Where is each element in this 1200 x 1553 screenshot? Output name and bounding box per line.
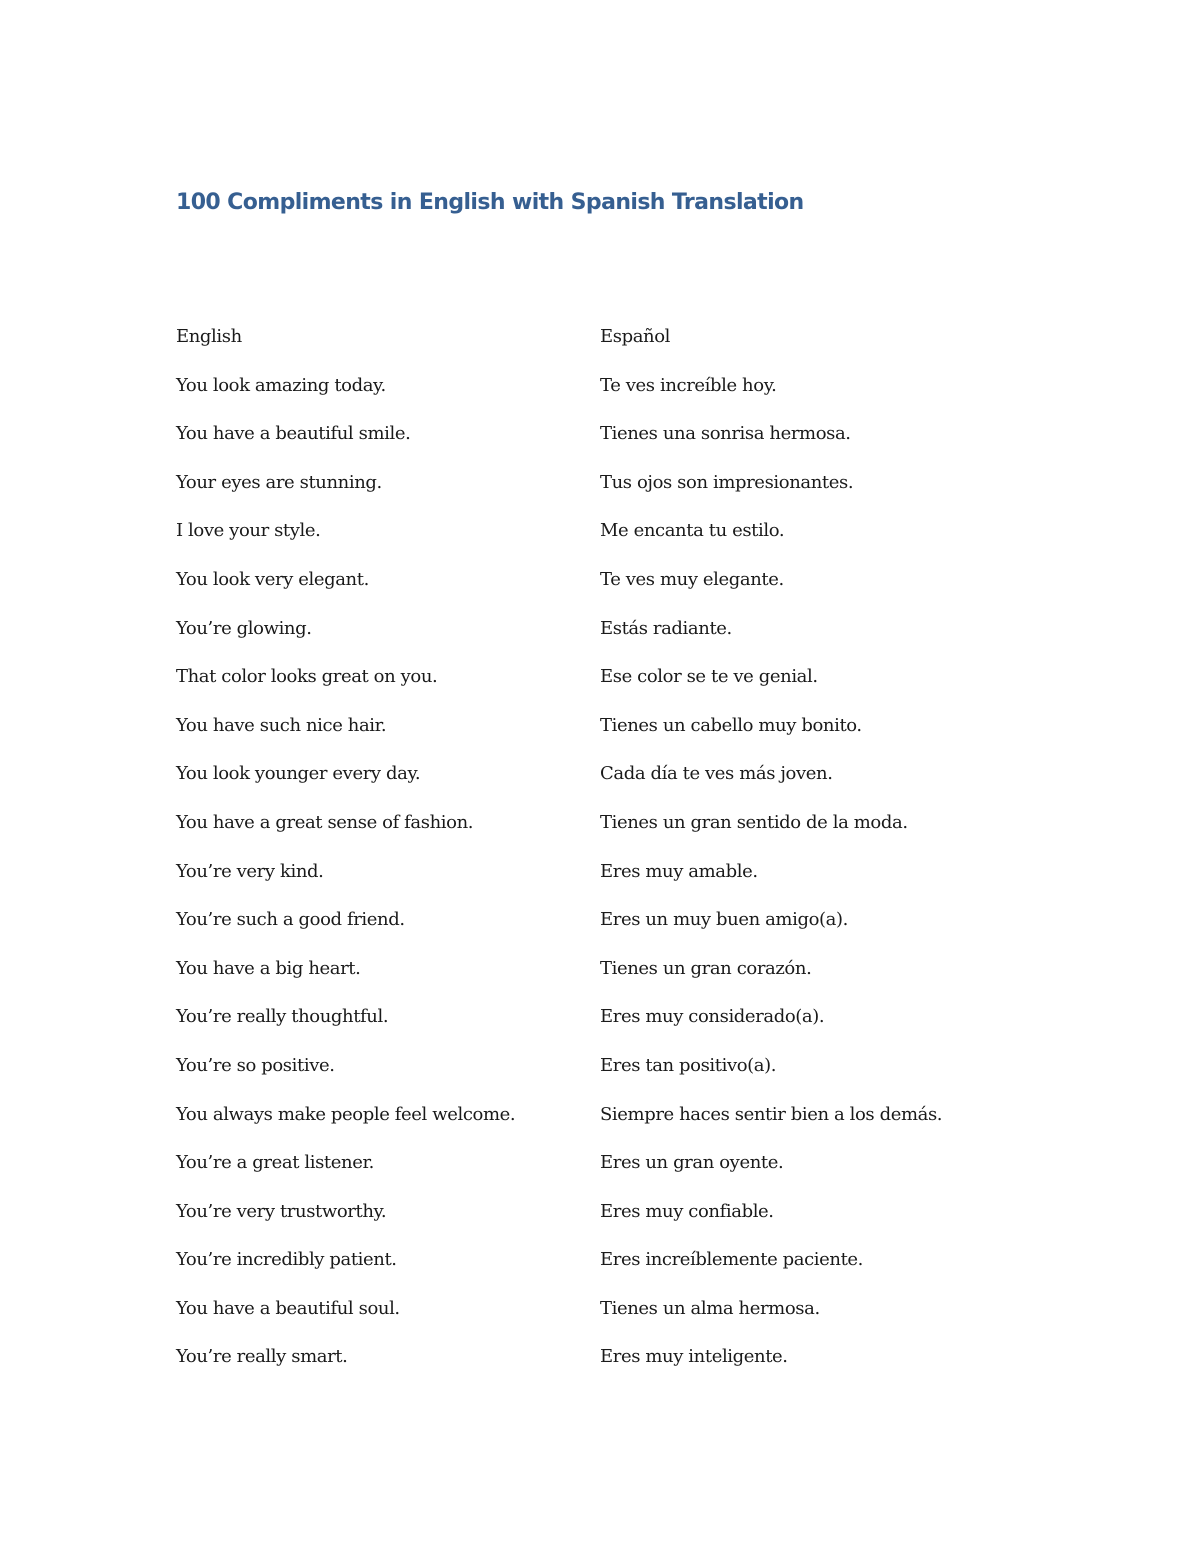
spanish-translation: Tus ojos son impresionantes. [600, 471, 854, 493]
table-row [176, 516, 1076, 565]
english-phrase: You’re so positive. [176, 1054, 335, 1076]
header-english: English [176, 326, 242, 347]
table-row [176, 565, 1076, 614]
table-row [176, 662, 1076, 711]
english-phrase: You’re incredibly patient. [176, 1249, 397, 1271]
table-row [176, 857, 1076, 906]
english-phrase: You have a beautiful soul. [176, 1297, 400, 1319]
table-row [176, 954, 1076, 1003]
english-phrase: I love your style. [176, 520, 321, 542]
spanish-translation: Eres muy amable. [600, 860, 758, 882]
spanish-translation: Tienes un cabello muy bonito. [600, 714, 862, 736]
english-phrase: You’re glowing. [176, 617, 312, 639]
spanish-translation: Estás radiante. [600, 617, 732, 639]
english-phrase: You’re very kind. [176, 860, 324, 882]
english-phrase: You have a great sense of fashion. [176, 811, 474, 833]
english-phrase: You’re such a good friend. [176, 909, 405, 931]
spanish-translation: Te ves increíble hoy. [600, 374, 777, 396]
english-phrase: You always make people feel welcome. [176, 1103, 516, 1125]
table-row [176, 1197, 1076, 1246]
table-row [176, 1148, 1076, 1197]
table-row [176, 1342, 1076, 1391]
table-row [176, 1051, 1076, 1100]
table-row [176, 1245, 1076, 1294]
spanish-translation: Eres increíblemente paciente. [600, 1249, 863, 1271]
document-title: 100 Compliments in English with Spanish Translation [176, 190, 804, 215]
table-row [176, 1002, 1076, 1051]
english-phrase: You have a beautiful smile. [176, 423, 411, 445]
english-phrase: You look younger every day. [176, 763, 421, 785]
spanish-translation: Eres un gran oyente. [600, 1152, 784, 1174]
english-phrase: You have a big heart. [176, 957, 361, 979]
spanish-translation: Eres tan positivo(a). [600, 1054, 777, 1076]
table-header-row [176, 322, 1076, 371]
table-row [176, 808, 1076, 857]
header-spanish: Español [600, 326, 671, 347]
spanish-translation: Tienes una sonrisa hermosa. [600, 423, 851, 445]
table-row [176, 759, 1076, 808]
table-row [176, 711, 1076, 760]
english-phrase: Your eyes are stunning. [176, 471, 382, 493]
phrase-table [176, 322, 1076, 1391]
table-row [176, 1100, 1076, 1149]
english-phrase: You look very elegant. [176, 568, 369, 590]
english-phrase: You have such nice hair. [176, 714, 387, 736]
spanish-translation: Tienes un gran sentido de la moda. [600, 811, 908, 833]
spanish-translation: Me encanta tu estilo. [600, 520, 785, 542]
spanish-translation: Ese color se te ve genial. [600, 666, 818, 688]
table-row [176, 468, 1076, 517]
spanish-translation: Eres muy considerado(a). [600, 1006, 825, 1028]
spanish-translation: Eres un muy buen amigo(a). [600, 909, 848, 931]
english-phrase: You look amazing today. [176, 374, 386, 396]
table-row [176, 1294, 1076, 1343]
english-phrase: You’re really smart. [176, 1346, 348, 1368]
spanish-translation: Tienes un alma hermosa. [600, 1297, 820, 1319]
table-body [176, 371, 1076, 1391]
spanish-translation: Siempre haces sentir bien a los demás. [600, 1103, 943, 1125]
table-row [176, 419, 1076, 468]
spanish-translation: Cada día te ves más joven. [600, 763, 833, 785]
spanish-translation: Te ves muy elegante. [600, 568, 784, 590]
spanish-translation: Eres muy confiable. [600, 1200, 774, 1222]
table-row [176, 905, 1076, 954]
english-phrase: You’re very trustworthy. [176, 1200, 387, 1222]
table-row [176, 371, 1076, 420]
english-phrase: You’re a great listener. [176, 1152, 374, 1174]
table-row [176, 614, 1076, 663]
english-phrase: You’re really thoughtful. [176, 1006, 389, 1028]
english-phrase: That color looks great on you. [176, 666, 438, 688]
spanish-translation: Tienes un gran corazón. [600, 957, 812, 979]
spanish-translation: Eres muy inteligente. [600, 1346, 788, 1368]
